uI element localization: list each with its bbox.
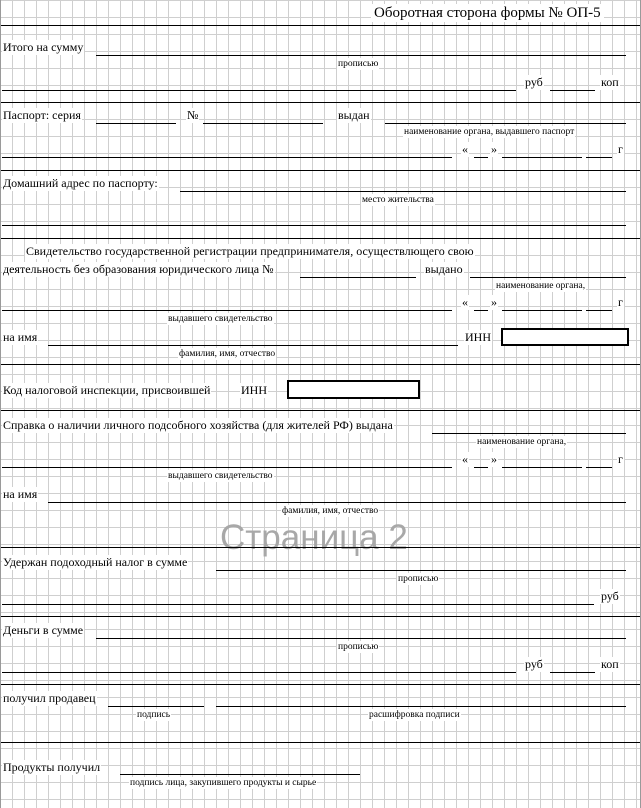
passport-number-label: № bbox=[187, 108, 199, 122]
certificate-issued-label: выдано bbox=[425, 262, 463, 276]
farm-date-close-quote: » bbox=[491, 452, 497, 466]
farm-issuer-field-2[interactable] bbox=[2, 467, 452, 468]
passport-date-year-field[interactable] bbox=[586, 157, 612, 158]
certificate-year-suffix: г bbox=[618, 295, 623, 309]
farm-date-year-field[interactable] bbox=[586, 467, 612, 468]
certificate-inn-label: ИНН bbox=[465, 330, 491, 344]
farm-label: Справка о наличии личного подсобного хозяйства (для жителей РФ) выдана bbox=[3, 418, 393, 432]
farm-issuer-hint-1: наименование органа, bbox=[477, 437, 567, 447]
farm-year-suffix: г bbox=[618, 452, 623, 466]
income-tax-hint: прописью bbox=[398, 574, 439, 584]
total-hint: прописью bbox=[338, 59, 379, 69]
address-hint: место жительства bbox=[362, 195, 434, 205]
seller-signature-field[interactable] bbox=[108, 706, 204, 707]
tax-office-label: Код налоговой инспекции, присвоившей bbox=[3, 383, 211, 397]
tax-office-inn-box[interactable] bbox=[287, 380, 420, 399]
passport-issuer-hint: наименование органа, выдавшего паспорт bbox=[404, 127, 575, 137]
income-tax-words-field-2[interactable] bbox=[2, 604, 594, 605]
seller-signature-hint: подпись bbox=[137, 710, 171, 720]
certificate-label-line1: Свидетельство государственной регистрации предпринимателя, осуществлющего свою bbox=[26, 244, 474, 258]
income-tax-rub-label: руб bbox=[601, 589, 619, 603]
section-divider-8 bbox=[0, 684, 641, 685]
certificate-issuer-field[interactable] bbox=[470, 277, 626, 278]
farm-date-open-quote: « bbox=[462, 452, 468, 466]
products-signature-hint: подпись лица, закупившего продукты и сырье bbox=[130, 778, 317, 788]
income-tax-label: Удержан подоходный налог в сумме bbox=[3, 555, 188, 569]
total-words-line-2[interactable] bbox=[2, 90, 516, 91]
passport-issued-label: выдан bbox=[338, 108, 370, 122]
farm-date-day-field[interactable] bbox=[474, 467, 488, 468]
certificate-issuer-hint-1: наименование органа, bbox=[496, 281, 586, 291]
passport-issuer-field-2[interactable] bbox=[2, 157, 452, 158]
passport-date-day-field[interactable] bbox=[474, 157, 488, 158]
section-divider-9 bbox=[0, 742, 641, 743]
passport-series-field[interactable] bbox=[96, 123, 176, 124]
section-divider-3 bbox=[0, 238, 641, 239]
farm-issuer-field[interactable] bbox=[432, 433, 626, 434]
address-field[interactable] bbox=[180, 191, 626, 192]
total-rub-label: руб bbox=[525, 75, 543, 89]
section-divider-2 bbox=[0, 170, 641, 171]
certificate-issuer-field-2[interactable] bbox=[2, 310, 452, 311]
certificate-name-field[interactable] bbox=[48, 345, 458, 346]
form-title: Оборотная сторона формы № ОП-5 bbox=[371, 4, 604, 22]
money-kop-label: коп bbox=[601, 657, 619, 671]
certificate-date-day-field[interactable] bbox=[474, 310, 488, 311]
address-field-2[interactable] bbox=[2, 225, 626, 226]
seller-label: получил продавец bbox=[3, 691, 96, 705]
certificate-date-open-quote: « bbox=[462, 295, 468, 309]
certificate-issuer-hint-2: выдавшего свидетельство bbox=[168, 314, 273, 324]
passport-date-month-field[interactable] bbox=[502, 157, 582, 158]
certificate-date-year-field[interactable] bbox=[586, 310, 612, 311]
passport-series-label: Паспорт: серия bbox=[3, 108, 81, 122]
section-divider-4 bbox=[0, 364, 641, 365]
certificate-label-line2: деятельность без образования юридического лица № bbox=[3, 262, 274, 276]
money-words-field[interactable] bbox=[96, 638, 626, 639]
certificate-name-label: на имя bbox=[3, 330, 38, 344]
money-kop-field[interactable] bbox=[550, 672, 595, 673]
passport-date-open-quote: « bbox=[462, 142, 468, 156]
certificate-date-month-field[interactable] bbox=[502, 310, 582, 311]
money-rub-label: руб bbox=[525, 657, 543, 671]
passport-year-suffix: г bbox=[618, 142, 623, 156]
certificate-inn-box[interactable] bbox=[501, 328, 629, 346]
passport-date-close-quote: » bbox=[491, 142, 497, 156]
section-divider-1 bbox=[0, 102, 641, 103]
money-words-field-2[interactable] bbox=[2, 672, 516, 673]
farm-date-month-field[interactable] bbox=[502, 467, 582, 468]
total-kop-label: коп bbox=[601, 75, 619, 89]
page-watermark: Страница 2 bbox=[220, 518, 408, 557]
passport-issuer-field[interactable] bbox=[385, 123, 626, 124]
products-signature-field[interactable] bbox=[120, 774, 360, 775]
tax-office-inn-label: ИНН bbox=[241, 383, 267, 397]
seller-decoding-hint: расшифровка подписи bbox=[369, 710, 460, 720]
farm-name-field[interactable] bbox=[48, 502, 626, 503]
total-kop-line[interactable] bbox=[550, 90, 595, 91]
income-tax-words-field[interactable] bbox=[216, 570, 626, 571]
certificate-name-hint: фамилия, имя, отчество bbox=[179, 349, 276, 359]
farm-name-hint: фамилия, имя, отчество bbox=[282, 506, 379, 516]
seller-decoding-field[interactable] bbox=[216, 706, 626, 707]
total-label: Итого на сумму bbox=[3, 40, 84, 54]
total-words-line[interactable] bbox=[96, 55, 626, 56]
section-divider-7 bbox=[0, 616, 641, 617]
money-hint: прописью bbox=[338, 642, 379, 652]
farm-name-label: на имя bbox=[3, 487, 38, 501]
products-label: Продукты получил bbox=[3, 760, 101, 774]
address-label: Домашний адрес по паспорту: bbox=[3, 176, 158, 190]
header-divider bbox=[0, 25, 641, 26]
farm-issuer-hint-2: выдавшего свидетельство bbox=[168, 471, 273, 481]
certificate-date-close-quote: » bbox=[491, 295, 497, 309]
section-divider-5 bbox=[0, 410, 641, 411]
passport-number-field[interactable] bbox=[203, 123, 323, 124]
money-label: Деньги в сумме bbox=[3, 623, 84, 637]
section-divider-6 bbox=[0, 547, 641, 548]
certificate-number-field[interactable] bbox=[300, 277, 416, 278]
